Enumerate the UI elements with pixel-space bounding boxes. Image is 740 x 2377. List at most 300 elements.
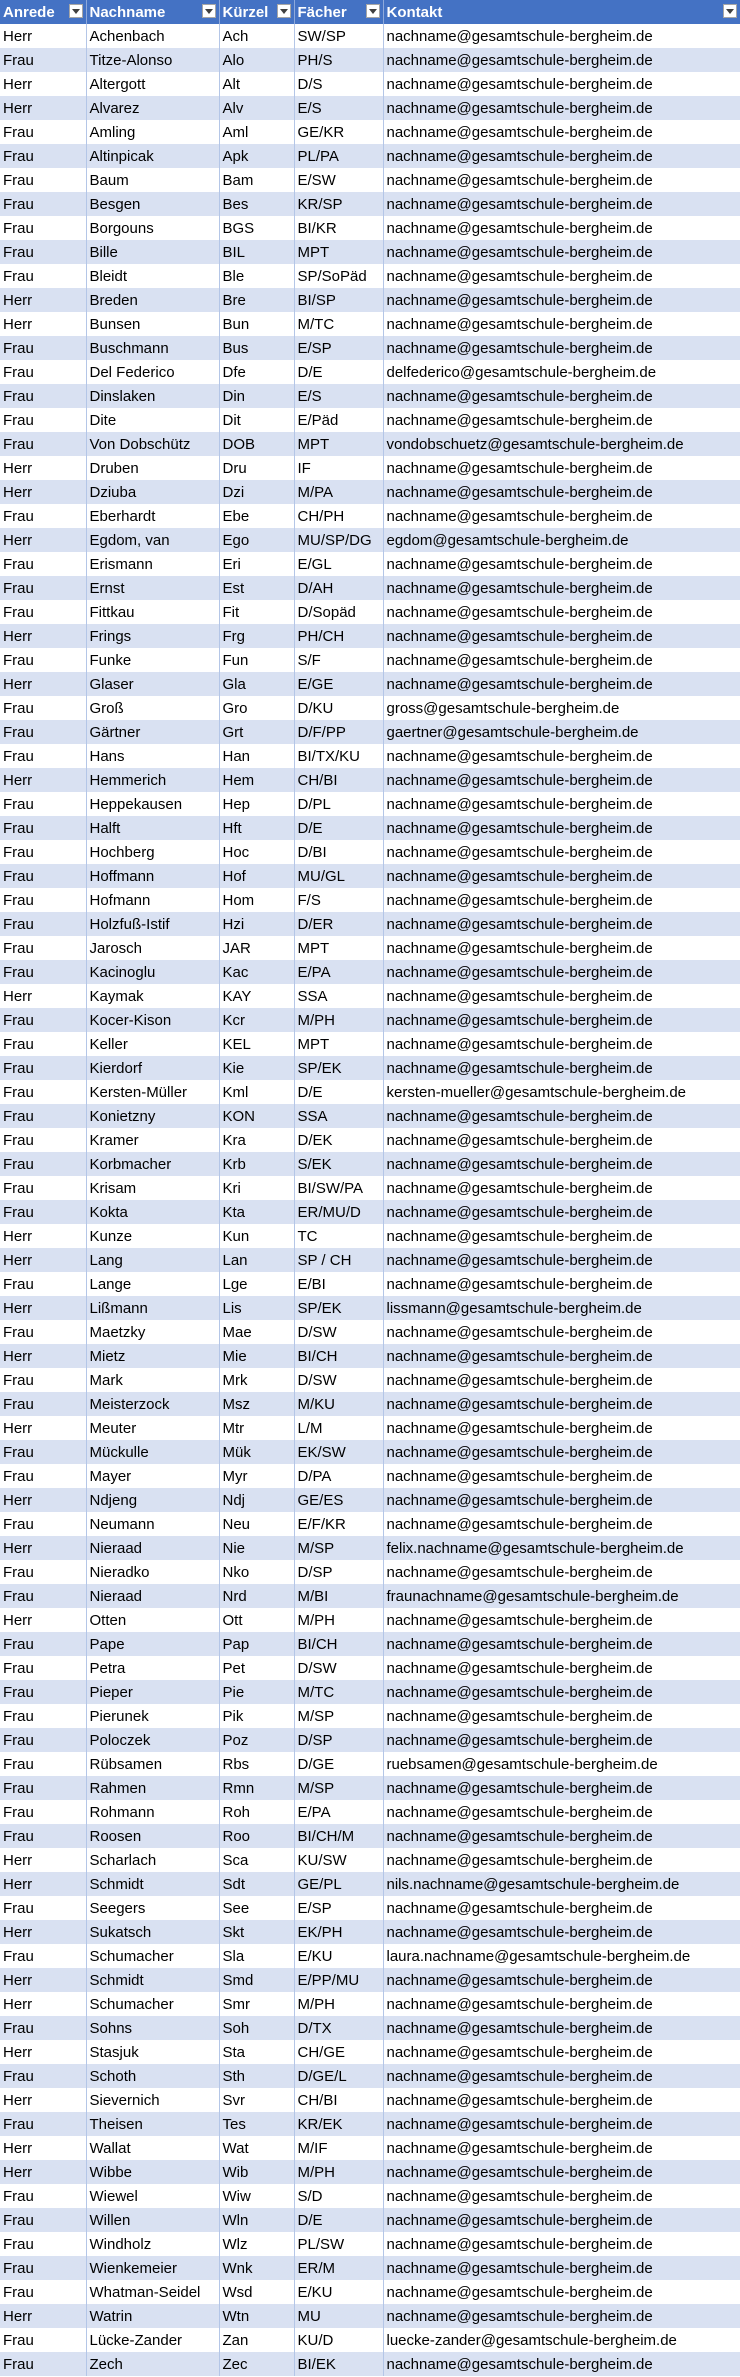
cell-kuerzel[interactable]: Hoc xyxy=(219,840,294,864)
cell-anrede[interactable]: Frau xyxy=(0,2016,86,2040)
cell-nachname[interactable]: Otten xyxy=(86,1608,219,1632)
column-header-kuerzel[interactable] xyxy=(219,0,294,24)
cell-anrede[interactable]: Herr xyxy=(0,2160,86,2184)
cell-kuerzel[interactable]: Lan xyxy=(219,1248,294,1272)
cell-nachname[interactable]: Halft xyxy=(86,816,219,840)
cell-kontakt[interactable]: nachname@gesamtschule-bergheim.de xyxy=(383,2352,740,2376)
cell-kuerzel[interactable]: Ott xyxy=(219,1608,294,1632)
cell-anrede[interactable]: Frau xyxy=(0,1776,86,1800)
cell-kontakt[interactable]: nachname@gesamtschule-bergheim.de xyxy=(383,2088,740,2112)
cell-nachname[interactable]: Ernst xyxy=(86,576,219,600)
cell-faecher[interactable]: E/Päd xyxy=(294,408,383,432)
cell-kontakt[interactable]: nachname@gesamtschule-bergheim.de xyxy=(383,1152,740,1176)
cell-kontakt[interactable]: nachname@gesamtschule-bergheim.de xyxy=(383,168,740,192)
cell-faecher[interactable]: CH/BI xyxy=(294,2088,383,2112)
cell-anrede[interactable]: Frau xyxy=(0,1200,86,1224)
cell-faecher[interactable]: SP / CH xyxy=(294,1248,383,1272)
cell-nachname[interactable]: Schmidt xyxy=(86,1872,219,1896)
cell-kuerzel[interactable]: Ebe xyxy=(219,504,294,528)
cell-nachname[interactable]: Dziuba xyxy=(86,480,219,504)
cell-anrede[interactable]: Frau xyxy=(0,1680,86,1704)
cell-kuerzel[interactable]: Nko xyxy=(219,1560,294,1584)
cell-kuerzel[interactable]: Smd xyxy=(219,1968,294,1992)
cell-anrede[interactable]: Herr xyxy=(0,2304,86,2328)
cell-anrede[interactable]: Frau xyxy=(0,2208,86,2232)
cell-anrede[interactable]: Frau xyxy=(0,1272,86,1296)
cell-kontakt[interactable]: ruebsamen@gesamtschule-bergheim.de xyxy=(383,1752,740,1776)
cell-kontakt[interactable]: nachname@gesamtschule-bergheim.de xyxy=(383,1824,740,1848)
cell-kontakt[interactable]: nachname@gesamtschule-bergheim.de xyxy=(383,648,740,672)
cell-nachname[interactable]: Zech xyxy=(86,2352,219,2376)
cell-anrede[interactable]: Herr xyxy=(0,2136,86,2160)
cell-nachname[interactable]: Krisam xyxy=(86,1176,219,1200)
cell-kuerzel[interactable]: Zan xyxy=(219,2328,294,2352)
cell-kuerzel[interactable]: Kml xyxy=(219,1080,294,1104)
cell-faecher[interactable]: EK/PH xyxy=(294,1920,383,1944)
cell-anrede[interactable]: Frau xyxy=(0,48,86,72)
cell-kuerzel[interactable]: Nrd xyxy=(219,1584,294,1608)
cell-kuerzel[interactable]: Mtr xyxy=(219,1416,294,1440)
cell-nachname[interactable]: Rohmann xyxy=(86,1800,219,1824)
cell-kontakt[interactable]: nachname@gesamtschule-bergheim.de xyxy=(383,1032,740,1056)
cell-kontakt[interactable]: nachname@gesamtschule-bergheim.de xyxy=(383,1800,740,1824)
cell-faecher[interactable]: BI/SW/PA xyxy=(294,1176,383,1200)
cell-kontakt[interactable]: nachname@gesamtschule-bergheim.de xyxy=(383,1488,740,1512)
cell-kuerzel[interactable]: Wnk xyxy=(219,2256,294,2280)
cell-kuerzel[interactable]: Kri xyxy=(219,1176,294,1200)
cell-kontakt[interactable]: nachname@gesamtschule-bergheim.de xyxy=(383,1056,740,1080)
cell-nachname[interactable]: Dinslaken xyxy=(86,384,219,408)
cell-anrede[interactable]: Frau xyxy=(0,1656,86,1680)
cell-faecher[interactable]: BI/SP xyxy=(294,288,383,312)
cell-kuerzel[interactable]: BIL xyxy=(219,240,294,264)
cell-nachname[interactable]: Windholz xyxy=(86,2232,219,2256)
cell-faecher[interactable]: D/S xyxy=(294,72,383,96)
filter-dropdown-icon[interactable] xyxy=(366,4,380,18)
cell-anrede[interactable]: Herr xyxy=(0,1344,86,1368)
cell-anrede[interactable]: Herr xyxy=(0,1872,86,1896)
cell-anrede[interactable]: Frau xyxy=(0,2232,86,2256)
cell-faecher[interactable]: D/PA xyxy=(294,1464,383,1488)
cell-faecher[interactable]: D/GE xyxy=(294,1752,383,1776)
cell-anrede[interactable]: Herr xyxy=(0,672,86,696)
cell-kontakt[interactable]: nachname@gesamtschule-bergheim.de xyxy=(383,768,740,792)
cell-faecher[interactable]: D/E xyxy=(294,2208,383,2232)
cell-faecher[interactable]: CH/BI xyxy=(294,768,383,792)
cell-kuerzel[interactable]: Zec xyxy=(219,2352,294,2376)
cell-nachname[interactable]: Breden xyxy=(86,288,219,312)
cell-kuerzel[interactable]: Mrk xyxy=(219,1368,294,1392)
cell-faecher[interactable]: PH/CH xyxy=(294,624,383,648)
cell-anrede[interactable]: Herr xyxy=(0,1920,86,1944)
cell-anrede[interactable]: Frau xyxy=(0,432,86,456)
cell-faecher[interactable]: D/E xyxy=(294,1080,383,1104)
cell-kuerzel[interactable]: Rbs xyxy=(219,1752,294,1776)
cell-faecher[interactable]: MPT xyxy=(294,432,383,456)
cell-nachname[interactable]: Watrin xyxy=(86,2304,219,2328)
cell-faecher[interactable]: E/PA xyxy=(294,960,383,984)
cell-nachname[interactable]: Theisen xyxy=(86,2112,219,2136)
cell-kontakt[interactable]: nachname@gesamtschule-bergheim.de xyxy=(383,2112,740,2136)
filter-dropdown-icon[interactable] xyxy=(277,4,291,18)
cell-kuerzel[interactable]: Hft xyxy=(219,816,294,840)
filter-dropdown-icon[interactable] xyxy=(723,4,737,18)
cell-nachname[interactable]: Amling xyxy=(86,120,219,144)
cell-nachname[interactable]: Scharlach xyxy=(86,1848,219,1872)
cell-kuerzel[interactable]: Eri xyxy=(219,552,294,576)
cell-faecher[interactable]: S/D xyxy=(294,2184,383,2208)
cell-nachname[interactable]: Eberhardt xyxy=(86,504,219,528)
cell-kontakt[interactable]: nachname@gesamtschule-bergheim.de xyxy=(383,1008,740,1032)
cell-kontakt[interactable]: nachname@gesamtschule-bergheim.de xyxy=(383,1200,740,1224)
cell-kuerzel[interactable]: Dru xyxy=(219,456,294,480)
cell-nachname[interactable]: Kokta xyxy=(86,1200,219,1224)
cell-faecher[interactable]: IF xyxy=(294,456,383,480)
cell-kontakt[interactable]: nachname@gesamtschule-bergheim.de xyxy=(383,2064,740,2088)
cell-kontakt[interactable]: nachname@gesamtschule-bergheim.de xyxy=(383,1728,740,1752)
cell-kontakt[interactable]: nachname@gesamtschule-bergheim.de xyxy=(383,1320,740,1344)
cell-kontakt[interactable]: nachname@gesamtschule-bergheim.de xyxy=(383,1272,740,1296)
cell-kontakt[interactable]: nachname@gesamtschule-bergheim.de xyxy=(383,1968,740,1992)
cell-kontakt[interactable]: nachname@gesamtschule-bergheim.de xyxy=(383,48,740,72)
cell-kontakt[interactable]: nachname@gesamtschule-bergheim.de xyxy=(383,864,740,888)
cell-nachname[interactable]: Besgen xyxy=(86,192,219,216)
cell-kuerzel[interactable]: Kra xyxy=(219,1128,294,1152)
cell-kuerzel[interactable]: Wtn xyxy=(219,2304,294,2328)
cell-nachname[interactable]: Pieper xyxy=(86,1680,219,1704)
cell-kuerzel[interactable]: Hep xyxy=(219,792,294,816)
cell-faecher[interactable]: D/ER xyxy=(294,912,383,936)
cell-anrede[interactable]: Frau xyxy=(0,744,86,768)
cell-kuerzel[interactable]: Hzi xyxy=(219,912,294,936)
cell-kontakt[interactable]: nachname@gesamtschule-bergheim.de xyxy=(383,312,740,336)
cell-kontakt[interactable]: nachname@gesamtschule-bergheim.de xyxy=(383,96,740,120)
cell-anrede[interactable]: Herr xyxy=(0,480,86,504)
cell-kuerzel[interactable]: Wln xyxy=(219,2208,294,2232)
cell-kuerzel[interactable]: Mae xyxy=(219,1320,294,1344)
cell-kuerzel[interactable]: Dit xyxy=(219,408,294,432)
cell-faecher[interactable]: SP/EK xyxy=(294,1296,383,1320)
cell-nachname[interactable]: Kunze xyxy=(86,1224,219,1248)
cell-kontakt[interactable]: nachname@gesamtschule-bergheim.de xyxy=(383,888,740,912)
cell-kontakt[interactable]: nachname@gesamtschule-bergheim.de xyxy=(383,1464,740,1488)
cell-faecher[interactable]: E/PP/MU xyxy=(294,1968,383,1992)
cell-anrede[interactable]: Frau xyxy=(0,1440,86,1464)
column-header-kontakt[interactable] xyxy=(383,0,740,24)
cell-kuerzel[interactable]: Lis xyxy=(219,1296,294,1320)
cell-kuerzel[interactable]: Fit xyxy=(219,600,294,624)
cell-kontakt[interactable]: nachname@gesamtschule-bergheim.de xyxy=(383,1104,740,1128)
cell-nachname[interactable]: Petra xyxy=(86,1656,219,1680)
cell-kontakt[interactable]: nachname@gesamtschule-bergheim.de xyxy=(383,1896,740,1920)
cell-nachname[interactable]: Lange xyxy=(86,1272,219,1296)
cell-kontakt[interactable]: nachname@gesamtschule-bergheim.de xyxy=(383,2232,740,2256)
cell-anrede[interactable]: Frau xyxy=(0,384,86,408)
cell-anrede[interactable]: Frau xyxy=(0,960,86,984)
cell-kuerzel[interactable]: DOB xyxy=(219,432,294,456)
cell-kuerzel[interactable]: JAR xyxy=(219,936,294,960)
cell-anrede[interactable]: Herr xyxy=(0,1416,86,1440)
cell-anrede[interactable]: Frau xyxy=(0,2256,86,2280)
cell-kontakt[interactable]: nachname@gesamtschule-bergheim.de xyxy=(383,984,740,1008)
cell-faecher[interactable]: BI/TX/KU xyxy=(294,744,383,768)
cell-faecher[interactable]: E/S xyxy=(294,384,383,408)
cell-faecher[interactable]: TC xyxy=(294,1224,383,1248)
cell-kuerzel[interactable]: KEL xyxy=(219,1032,294,1056)
cell-nachname[interactable]: Ndjeng xyxy=(86,1488,219,1512)
cell-kuerzel[interactable]: Krb xyxy=(219,1152,294,1176)
cell-nachname[interactable]: Schmidt xyxy=(86,1968,219,1992)
column-header-anrede[interactable] xyxy=(0,0,86,24)
cell-kuerzel[interactable]: Lge xyxy=(219,1272,294,1296)
cell-kuerzel[interactable]: Ach xyxy=(219,24,294,48)
cell-kontakt[interactable]: nachname@gesamtschule-bergheim.de xyxy=(383,672,740,696)
cell-nachname[interactable]: Nieradko xyxy=(86,1560,219,1584)
filter-dropdown-icon[interactable] xyxy=(202,4,216,18)
cell-kontakt[interactable]: nachname@gesamtschule-bergheim.de xyxy=(383,1368,740,1392)
cell-faecher[interactable]: KU/D xyxy=(294,2328,383,2352)
cell-anrede[interactable]: Herr xyxy=(0,2088,86,2112)
cell-kuerzel[interactable]: Sca xyxy=(219,1848,294,1872)
cell-kontakt[interactable]: kersten-mueller@gesamtschule-bergheim.de xyxy=(383,1080,740,1104)
cell-nachname[interactable]: Rübsamen xyxy=(86,1752,219,1776)
cell-faecher[interactable]: MPT xyxy=(294,936,383,960)
cell-faecher[interactable]: M/PH xyxy=(294,1992,383,2016)
cell-faecher[interactable]: MU/GL xyxy=(294,864,383,888)
cell-kuerzel[interactable]: Din xyxy=(219,384,294,408)
cell-faecher[interactable]: D/SW xyxy=(294,1320,383,1344)
cell-kontakt[interactable]: nachname@gesamtschule-bergheim.de xyxy=(383,936,740,960)
cell-faecher[interactable]: D/BI xyxy=(294,840,383,864)
cell-nachname[interactable]: Bunsen xyxy=(86,312,219,336)
cell-kuerzel[interactable]: Soh xyxy=(219,2016,294,2040)
cell-kontakt[interactable]: nachname@gesamtschule-bergheim.de xyxy=(383,1704,740,1728)
cell-kuerzel[interactable]: Aml xyxy=(219,120,294,144)
cell-kuerzel[interactable]: Ndj xyxy=(219,1488,294,1512)
cell-kontakt[interactable]: vondobschuetz@gesamtschule-bergheim.de xyxy=(383,432,740,456)
cell-faecher[interactable]: E/SP xyxy=(294,1896,383,1920)
cell-kontakt[interactable]: nachname@gesamtschule-bergheim.de xyxy=(383,72,740,96)
cell-anrede[interactable]: Herr xyxy=(0,1608,86,1632)
cell-kontakt[interactable]: nachname@gesamtschule-bergheim.de xyxy=(383,2136,740,2160)
cell-kontakt[interactable]: nachname@gesamtschule-bergheim.de xyxy=(383,1440,740,1464)
cell-faecher[interactable]: E/SP xyxy=(294,336,383,360)
cell-kontakt[interactable]: nachname@gesamtschule-bergheim.de xyxy=(383,1848,740,1872)
cell-kontakt[interactable]: nachname@gesamtschule-bergheim.de xyxy=(383,1392,740,1416)
cell-nachname[interactable]: Hofmann xyxy=(86,888,219,912)
cell-faecher[interactable]: D/SP xyxy=(294,1560,383,1584)
cell-kuerzel[interactable]: KON xyxy=(219,1104,294,1128)
cell-anrede[interactable]: Herr xyxy=(0,1992,86,2016)
cell-kontakt[interactable]: nachname@gesamtschule-bergheim.de xyxy=(383,2208,740,2232)
cell-kontakt[interactable]: nachname@gesamtschule-bergheim.de xyxy=(383,240,740,264)
cell-anrede[interactable]: Frau xyxy=(0,648,86,672)
cell-faecher[interactable]: E/BI xyxy=(294,1272,383,1296)
cell-faecher[interactable]: BI/CH xyxy=(294,1632,383,1656)
cell-kontakt[interactable]: nachname@gesamtschule-bergheim.de xyxy=(383,624,740,648)
cell-kuerzel[interactable]: Han xyxy=(219,744,294,768)
cell-kontakt[interactable]: nachname@gesamtschule-bergheim.de xyxy=(383,2184,740,2208)
cell-nachname[interactable]: Baum xyxy=(86,168,219,192)
cell-nachname[interactable]: Erismann xyxy=(86,552,219,576)
cell-kontakt[interactable]: nachname@gesamtschule-bergheim.de xyxy=(383,912,740,936)
cell-kontakt[interactable]: nachname@gesamtschule-bergheim.de xyxy=(383,120,740,144)
cell-anrede[interactable]: Frau xyxy=(0,864,86,888)
cell-nachname[interactable]: Wibbe xyxy=(86,2160,219,2184)
cell-nachname[interactable]: Sohns xyxy=(86,2016,219,2040)
cell-faecher[interactable]: E/GE xyxy=(294,672,383,696)
cell-anrede[interactable]: Frau xyxy=(0,936,86,960)
cell-anrede[interactable]: Frau xyxy=(0,1896,86,1920)
cell-anrede[interactable]: Herr xyxy=(0,1296,86,1320)
cell-nachname[interactable]: Seegers xyxy=(86,1896,219,1920)
cell-kuerzel[interactable]: Smr xyxy=(219,1992,294,2016)
cell-nachname[interactable]: Lang xyxy=(86,1248,219,1272)
cell-faecher[interactable]: CH/PH xyxy=(294,504,383,528)
cell-kontakt[interactable]: nachname@gesamtschule-bergheim.de xyxy=(383,2040,740,2064)
cell-nachname[interactable]: Lißmann xyxy=(86,1296,219,1320)
cell-anrede[interactable]: Frau xyxy=(0,504,86,528)
cell-kontakt[interactable]: nachname@gesamtschule-bergheim.de xyxy=(383,192,740,216)
cell-nachname[interactable]: Achenbach xyxy=(86,24,219,48)
cell-anrede[interactable]: Frau xyxy=(0,2352,86,2376)
cell-kuerzel[interactable]: Neu xyxy=(219,1512,294,1536)
cell-nachname[interactable]: Nieraad xyxy=(86,1584,219,1608)
cell-kuerzel[interactable]: Myr xyxy=(219,1464,294,1488)
cell-kuerzel[interactable]: KAY xyxy=(219,984,294,1008)
cell-nachname[interactable]: Mückulle xyxy=(86,1440,219,1464)
cell-faecher[interactable]: D/AH xyxy=(294,576,383,600)
cell-kontakt[interactable]: nachname@gesamtschule-bergheim.de xyxy=(383,1680,740,1704)
cell-anrede[interactable]: Frau xyxy=(0,1632,86,1656)
cell-kuerzel[interactable]: Skt xyxy=(219,1920,294,1944)
cell-nachname[interactable]: Heppekausen xyxy=(86,792,219,816)
cell-nachname[interactable]: Titze-Alonso xyxy=(86,48,219,72)
cell-kuerzel[interactable]: Sla xyxy=(219,1944,294,1968)
cell-faecher[interactable]: EK/SW xyxy=(294,1440,383,1464)
cell-kontakt[interactable]: nachname@gesamtschule-bergheim.de xyxy=(383,408,740,432)
cell-kontakt[interactable]: nachname@gesamtschule-bergheim.de xyxy=(383,960,740,984)
cell-kuerzel[interactable]: Frg xyxy=(219,624,294,648)
cell-nachname[interactable]: Konietzny xyxy=(86,1104,219,1128)
cell-nachname[interactable]: Korbmacher xyxy=(86,1152,219,1176)
cell-kuerzel[interactable]: Wsd xyxy=(219,2280,294,2304)
cell-faecher[interactable]: D/SW xyxy=(294,1368,383,1392)
cell-anrede[interactable]: Frau xyxy=(0,2184,86,2208)
cell-faecher[interactable]: D/SW xyxy=(294,1656,383,1680)
cell-kuerzel[interactable]: Ble xyxy=(219,264,294,288)
cell-nachname[interactable]: Frings xyxy=(86,624,219,648)
cell-kuerzel[interactable]: Bre xyxy=(219,288,294,312)
cell-faecher[interactable]: M/SP xyxy=(294,1536,383,1560)
cell-kuerzel[interactable]: Alv xyxy=(219,96,294,120)
cell-nachname[interactable]: Schumacher xyxy=(86,1992,219,2016)
cell-kuerzel[interactable]: Hem xyxy=(219,768,294,792)
cell-anrede[interactable]: Frau xyxy=(0,2280,86,2304)
cell-faecher[interactable]: PL/SW xyxy=(294,2232,383,2256)
cell-anrede[interactable]: Frau xyxy=(0,1080,86,1104)
cell-kuerzel[interactable]: Gro xyxy=(219,696,294,720)
cell-nachname[interactable]: Altergott xyxy=(86,72,219,96)
cell-anrede[interactable]: Frau xyxy=(0,1392,86,1416)
cell-kontakt[interactable]: nachname@gesamtschule-bergheim.de xyxy=(383,480,740,504)
cell-nachname[interactable]: Hochberg xyxy=(86,840,219,864)
cell-faecher[interactable]: SSA xyxy=(294,1104,383,1128)
cell-kuerzel[interactable]: Tes xyxy=(219,2112,294,2136)
cell-nachname[interactable]: Kaymak xyxy=(86,984,219,1008)
cell-kuerzel[interactable]: Bam xyxy=(219,168,294,192)
cell-anrede[interactable]: Frau xyxy=(0,1128,86,1152)
cell-kontakt[interactable]: nils.nachname@gesamtschule-bergheim.de xyxy=(383,1872,740,1896)
cell-kuerzel[interactable]: Kun xyxy=(219,1224,294,1248)
cell-kontakt[interactable]: delfederico@gesamtschule-bergheim.de xyxy=(383,360,740,384)
cell-nachname[interactable]: Kacinoglu xyxy=(86,960,219,984)
cell-anrede[interactable]: Frau xyxy=(0,552,86,576)
cell-faecher[interactable]: MPT xyxy=(294,1032,383,1056)
cell-kuerzel[interactable]: Gla xyxy=(219,672,294,696)
cell-kontakt[interactable]: nachname@gesamtschule-bergheim.de xyxy=(383,576,740,600)
cell-anrede[interactable]: Herr xyxy=(0,1968,86,1992)
cell-anrede[interactable]: Frau xyxy=(0,2064,86,2088)
cell-kuerzel[interactable]: Mük xyxy=(219,1440,294,1464)
cell-nachname[interactable]: Hans xyxy=(86,744,219,768)
cell-anrede[interactable]: Frau xyxy=(0,120,86,144)
cell-anrede[interactable]: Frau xyxy=(0,360,86,384)
cell-kuerzel[interactable]: Wat xyxy=(219,2136,294,2160)
cell-nachname[interactable]: Willen xyxy=(86,2208,219,2232)
cell-anrede[interactable]: Frau xyxy=(0,1944,86,1968)
cell-nachname[interactable]: Holzfuß-Istif xyxy=(86,912,219,936)
cell-nachname[interactable]: Schoth xyxy=(86,2064,219,2088)
cell-faecher[interactable]: BI/EK xyxy=(294,2352,383,2376)
cell-nachname[interactable]: Schumacher xyxy=(86,1944,219,1968)
cell-faecher[interactable]: CH/GE xyxy=(294,2040,383,2064)
cell-nachname[interactable]: Whatman-Seidel xyxy=(86,2280,219,2304)
cell-anrede[interactable]: Frau xyxy=(0,1368,86,1392)
cell-faecher[interactable]: MU/SP/DG xyxy=(294,528,383,552)
cell-anrede[interactable]: Herr xyxy=(0,1488,86,1512)
cell-kuerzel[interactable]: Kac xyxy=(219,960,294,984)
cell-kontakt[interactable]: felix.nachname@gesamtschule-bergheim.de xyxy=(383,1536,740,1560)
cell-kuerzel[interactable]: Nie xyxy=(219,1536,294,1560)
cell-faecher[interactable]: SP/SoPäd xyxy=(294,264,383,288)
cell-faecher[interactable]: E/KU xyxy=(294,1944,383,1968)
cell-anrede[interactable]: Frau xyxy=(0,816,86,840)
cell-faecher[interactable]: M/KU xyxy=(294,1392,383,1416)
cell-kuerzel[interactable]: Pet xyxy=(219,1656,294,1680)
cell-kuerzel[interactable]: Ego xyxy=(219,528,294,552)
cell-faecher[interactable]: D/PL xyxy=(294,792,383,816)
cell-anrede[interactable]: Herr xyxy=(0,624,86,648)
cell-faecher[interactable]: E/KU xyxy=(294,2280,383,2304)
cell-nachname[interactable]: Mietz xyxy=(86,1344,219,1368)
cell-kontakt[interactable]: luecke-zander@gesamtschule-bergheim.de xyxy=(383,2328,740,2352)
cell-nachname[interactable]: Sievernich xyxy=(86,2088,219,2112)
cell-nachname[interactable]: Pierunek xyxy=(86,1704,219,1728)
cell-nachname[interactable]: Gärtner xyxy=(86,720,219,744)
cell-anrede[interactable]: Frau xyxy=(0,1728,86,1752)
cell-kuerzel[interactable]: Kta xyxy=(219,1200,294,1224)
cell-nachname[interactable]: Pape xyxy=(86,1632,219,1656)
cell-anrede[interactable]: Herr xyxy=(0,1536,86,1560)
cell-anrede[interactable]: Frau xyxy=(0,1320,86,1344)
cell-nachname[interactable]: Jarosch xyxy=(86,936,219,960)
cell-kontakt[interactable]: nachname@gesamtschule-bergheim.de xyxy=(383,1632,740,1656)
cell-anrede[interactable]: Frau xyxy=(0,1104,86,1128)
cell-anrede[interactable]: Frau xyxy=(0,888,86,912)
cell-kontakt[interactable]: nachname@gesamtschule-bergheim.de xyxy=(383,1344,740,1368)
cell-nachname[interactable]: Kramer xyxy=(86,1128,219,1152)
